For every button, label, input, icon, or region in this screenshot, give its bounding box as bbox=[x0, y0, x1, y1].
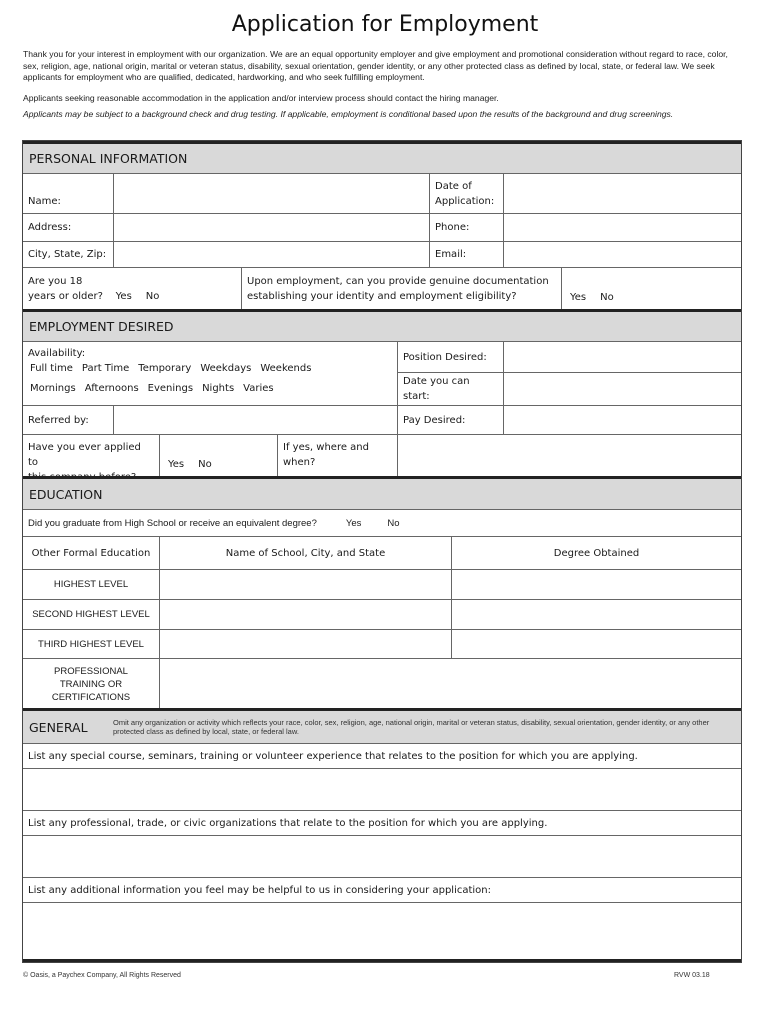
row-city bbox=[23, 241, 741, 267]
level-label: SECOND HIGHEST LEVEL bbox=[32, 609, 150, 620]
row-name bbox=[23, 173, 741, 213]
row-applied-before bbox=[23, 434, 741, 476]
city-state-zip-field[interactable] bbox=[113, 242, 429, 267]
position-desired-field[interactable] bbox=[503, 342, 741, 372]
row-eligibility bbox=[23, 267, 741, 309]
applied-no-option[interactable]: No bbox=[198, 459, 212, 470]
level-label: THIRD HIGHEST LEVEL bbox=[38, 638, 144, 650]
page-title: Application for Employment bbox=[231, 12, 539, 37]
position-desired-label: Position Desired: bbox=[397, 342, 503, 372]
where-when-label: If yes, where and when? bbox=[277, 435, 397, 476]
availability-label: Availability: bbox=[28, 348, 86, 359]
doc-yes-option[interactable]: Yes bbox=[570, 292, 587, 303]
phone-label: Phone: bbox=[429, 214, 503, 241]
school-field[interactable] bbox=[159, 600, 451, 629]
high-school-question: Did you graduate from High School or receive an equivalent degree? Yes No bbox=[28, 517, 400, 529]
availability-option[interactable]: Part Time bbox=[81, 363, 130, 374]
school-field[interactable] bbox=[159, 570, 451, 599]
footer-revision: RVW 03.18 bbox=[674, 972, 710, 979]
section-title: PERSONAL INFORMATION bbox=[29, 151, 188, 166]
section-employment-desired bbox=[23, 309, 741, 341]
section-general bbox=[23, 708, 741, 743]
referred-by-field[interactable] bbox=[113, 406, 397, 434]
doc-no-option[interactable]: No bbox=[600, 292, 614, 303]
date-of-application-field[interactable] bbox=[503, 174, 741, 213]
email-field[interactable] bbox=[503, 242, 741, 267]
organizations-question: List any professional, trade, or civic organizations that relate to the position for which you are applying. bbox=[28, 817, 548, 829]
special-courses-answer[interactable] bbox=[23, 768, 741, 810]
row-referred bbox=[23, 405, 741, 434]
hs-yes-option[interactable]: Yes bbox=[345, 517, 362, 529]
degree-field[interactable] bbox=[451, 630, 741, 658]
name-label: Name: bbox=[28, 196, 61, 207]
row-high-school bbox=[23, 509, 741, 536]
row-availability bbox=[23, 341, 741, 405]
school-field[interactable] bbox=[159, 630, 451, 658]
availability-option[interactable]: Nights bbox=[202, 383, 235, 394]
documentation-answer bbox=[561, 268, 741, 309]
start-date-field[interactable] bbox=[503, 372, 741, 405]
row-q-additional-info bbox=[23, 877, 741, 902]
professional-training-field[interactable] bbox=[159, 659, 741, 708]
name-field[interactable] bbox=[113, 174, 429, 213]
availability-option[interactable]: Weekdays bbox=[200, 363, 252, 374]
address-label: Address: bbox=[28, 222, 72, 233]
applied-yes-option[interactable]: Yes bbox=[168, 459, 185, 470]
level-label-professional: PROFESSIONAL TRAINING OR CERTIFICATIONS bbox=[51, 666, 131, 703]
availability-option[interactable]: Varies bbox=[243, 383, 274, 394]
availability-option[interactable]: Evenings bbox=[147, 383, 194, 394]
availability-block bbox=[23, 342, 397, 405]
referred-by-label: Referred by: bbox=[28, 414, 89, 426]
age-no-option[interactable]: No bbox=[145, 291, 160, 302]
availability-option[interactable]: Full time bbox=[30, 363, 73, 374]
availability-options-row-2 bbox=[28, 381, 392, 396]
col-other-formal-education: Other Formal Education bbox=[31, 547, 151, 559]
email-label: Email: bbox=[429, 242, 503, 267]
application-form bbox=[22, 140, 742, 963]
general-omit-note: Omit any organization or activity which reflects your race, color, sex, religion, age, national origin, marital or veteran status, disability, sexual orientation, gender identity, or any other protected class as defined by local, state, or federal law. bbox=[113, 718, 710, 736]
availability-option[interactable]: Mornings bbox=[30, 383, 76, 394]
footer-copyright: © Oasis, a Paychex Company, All Rights Reserved bbox=[23, 972, 181, 979]
education-row-highest bbox=[23, 569, 741, 599]
education-row-second bbox=[23, 599, 741, 629]
education-row-third bbox=[23, 629, 741, 658]
special-courses-question: List any special course, seminars, training or volunteer experience that relates to the position for which you are applying. bbox=[28, 750, 638, 762]
documentation-question: Upon employment, can you provide genuine documentation establishing your identity and employment eligibility? bbox=[241, 268, 561, 309]
availability-option[interactable]: Weekends bbox=[260, 363, 312, 374]
col-school-name: Name of School, City, and State bbox=[159, 537, 451, 569]
pay-desired-label: Pay Desired: bbox=[397, 406, 503, 434]
start-date-label: Date you can start: bbox=[397, 372, 503, 405]
education-row-professional bbox=[23, 658, 741, 708]
age-yes-option[interactable]: Yes bbox=[115, 291, 132, 302]
education-table-header bbox=[23, 536, 741, 569]
hs-no-option[interactable]: No bbox=[387, 517, 400, 529]
section-personal-information bbox=[23, 141, 741, 173]
availability-option[interactable]: Temporary bbox=[138, 363, 192, 374]
intro-background-check: Applicants may be subject to a background check and drug testing. If applicable, employment is conditional based upon the results of the background and drug screenings. bbox=[23, 109, 674, 119]
applied-before-answer bbox=[159, 435, 277, 476]
availability-option[interactable]: Afternoons bbox=[84, 383, 139, 394]
level-label: HIGHEST LEVEL bbox=[53, 579, 129, 590]
availability-options-row-1 bbox=[28, 361, 392, 376]
section-title: EMPLOYMENT DESIRED bbox=[29, 319, 174, 334]
where-when-field[interactable] bbox=[397, 435, 741, 476]
col-degree-obtained: Degree Obtained bbox=[451, 537, 741, 569]
address-field[interactable] bbox=[113, 214, 429, 241]
phone-field[interactable] bbox=[503, 214, 741, 241]
organizations-answer[interactable] bbox=[23, 835, 741, 877]
intro-accommodation: Applicants seeking reasonable accommodation in the application and/or interview process should contact the hiring manager. bbox=[23, 93, 499, 103]
section-title: GENERAL bbox=[29, 719, 88, 735]
age-question: Are you 18 years or older? Yes No bbox=[28, 276, 160, 302]
additional-info-answer[interactable] bbox=[23, 902, 741, 962]
section-education bbox=[23, 476, 741, 509]
degree-field[interactable] bbox=[451, 600, 741, 629]
row-q-organizations bbox=[23, 810, 741, 835]
applied-before-question: Have you ever applied to bbox=[28, 442, 141, 468]
additional-info-question: List any additional information you feel may be helpful to us in considering your application: bbox=[28, 884, 491, 896]
row-q-special-courses bbox=[23, 743, 741, 768]
row-address bbox=[23, 213, 741, 241]
pay-desired-field[interactable] bbox=[503, 406, 741, 434]
section-title: EDUCATION bbox=[29, 486, 103, 502]
degree-field[interactable] bbox=[451, 570, 741, 599]
intro-eeo-statement: Thank you for your interest in employment with our organization. We are an equal opportunity employer and give employment and promotional consideration without regard to race, color, sex, religion, age, national origin, marital or veteran status, disability, sexual orientation, gender identity, or any other protected class as defined by local, state, or federal law. We seek applicants for employment who are qualified, dedicated, hardworking, and who seek fulfilling employment. bbox=[23, 49, 728, 83]
city-state-zip-label: City, State, Zip: bbox=[28, 249, 107, 260]
date-of-application-label: Date of Application: bbox=[429, 174, 503, 213]
